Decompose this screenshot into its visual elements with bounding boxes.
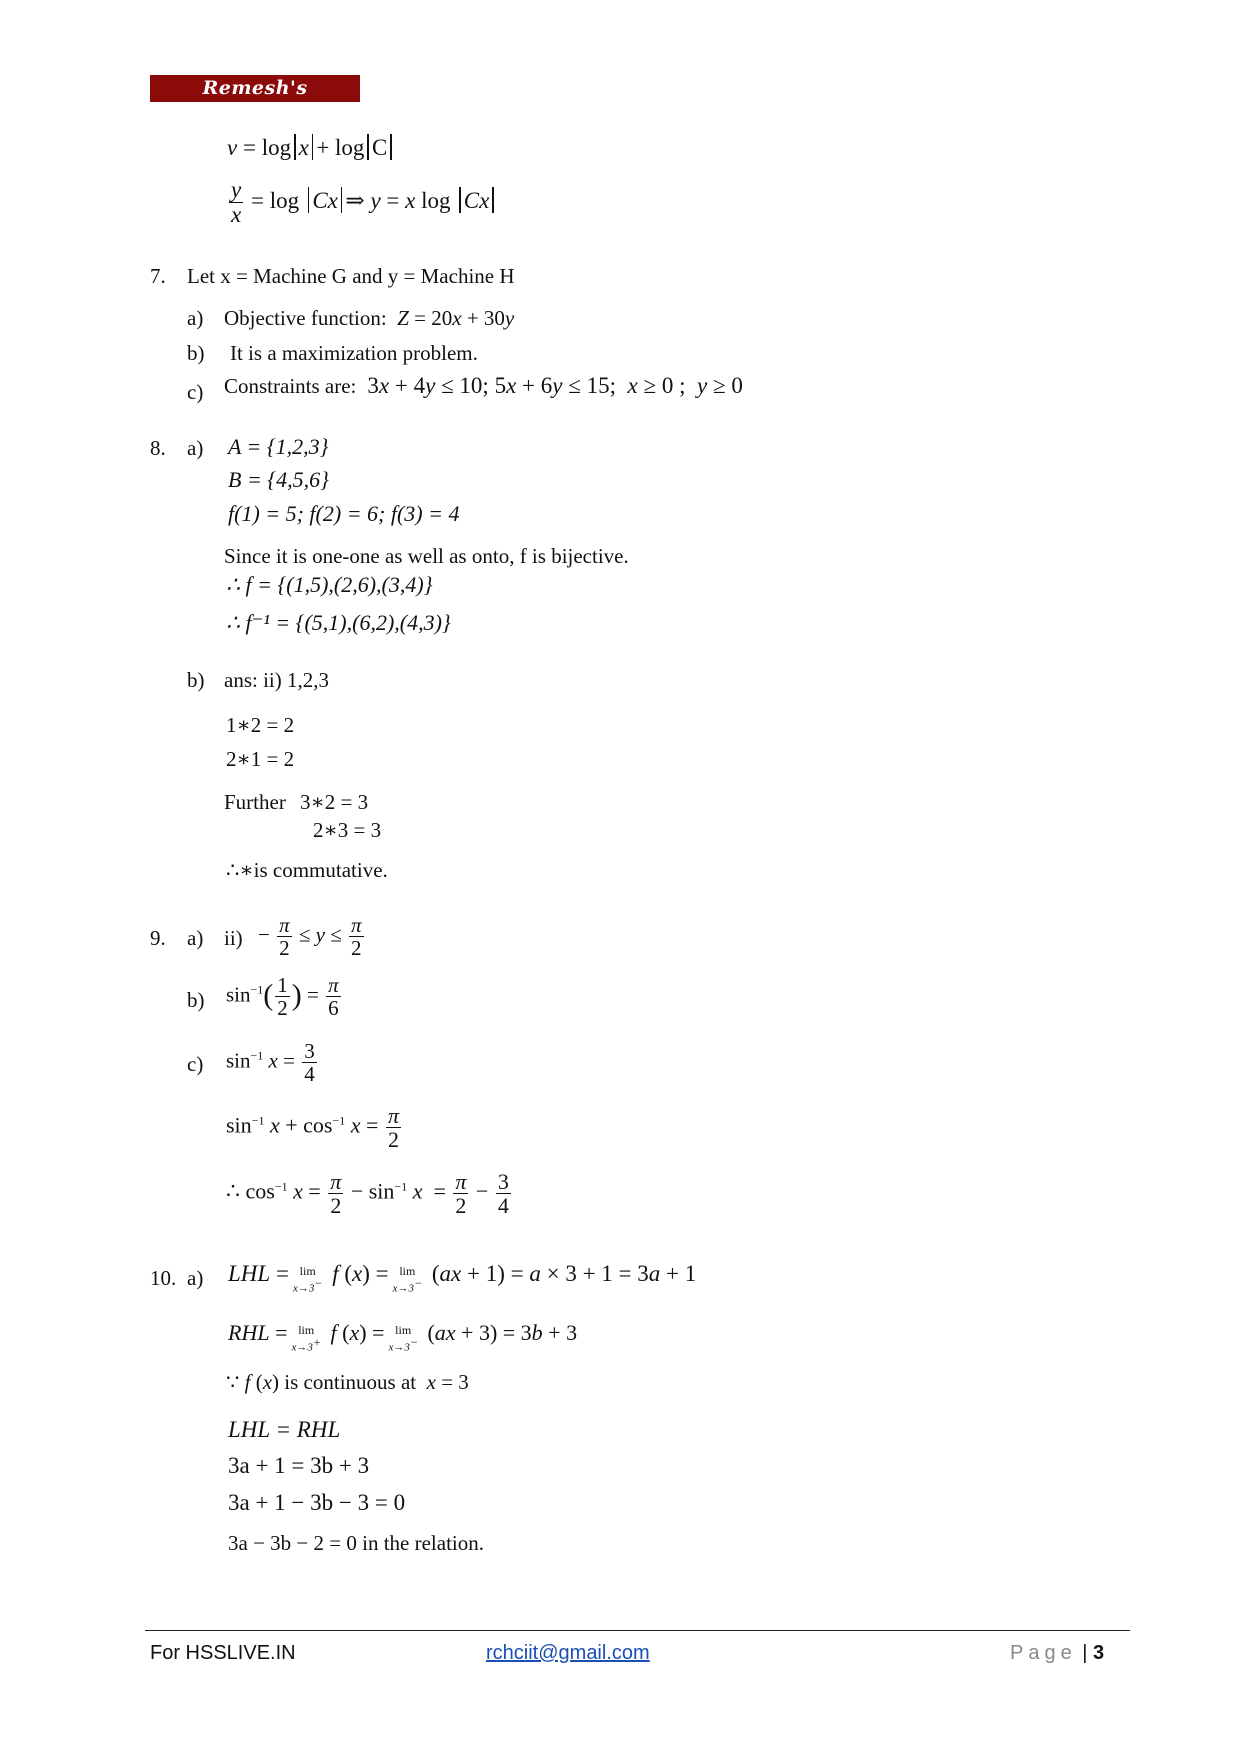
q8-since: Since it is one-one as well as onto, f is bijective. bbox=[224, 544, 629, 568]
q7a-label: a) bbox=[187, 306, 204, 330]
q9c-label: c) bbox=[187, 1052, 204, 1076]
q10-relation: in the relation. bbox=[362, 1531, 484, 1555]
q10-eq3-line bbox=[228, 1533, 484, 1554]
q10-continuous-text: is continuous at bbox=[284, 1370, 417, 1394]
footer-page bbox=[1010, 1643, 1104, 1663]
header-logo: Remesh's Mathematics bbox=[150, 75, 360, 102]
q8-conclusion: ∴∗is commutative. bbox=[226, 858, 388, 882]
footer-page-word: Page bbox=[1010, 1642, 1077, 1664]
q8-op2: 2∗1 = 2 bbox=[226, 747, 295, 771]
q10-lhl: LHL = lim x→3− f (x) = lim x→3− (ax + 1) = a × 3 + 1 = 3a + 1 bbox=[228, 1261, 697, 1295]
q7b-text: It is a maximization problem. bbox=[230, 341, 478, 365]
q7c-line bbox=[224, 374, 743, 397]
footer-divider bbox=[145, 1630, 1130, 1631]
q7a-text: Objective function: bbox=[224, 306, 387, 330]
q8-fvals: f(1) = 5; f(2) = 6; f(3) = 4 bbox=[228, 501, 460, 526]
q10-number: 10. bbox=[150, 1266, 177, 1290]
q9a-label: a) bbox=[187, 926, 204, 950]
q10-eq1: 3a + 1 = 3b + 3 bbox=[228, 1453, 370, 1478]
q7c-text: Constraints are: bbox=[224, 374, 357, 398]
q9c-expr: $\sin^{-1} x$ = $\frac{3}{4}$ bbox=[226, 1039, 315, 1087]
q8a-label: a) bbox=[187, 436, 204, 460]
footer-page-sep: | bbox=[1082, 1642, 1088, 1664]
footer-email-link[interactable]: rchciit@gmail.com bbox=[486, 1642, 650, 1664]
q10-rhl: RHL = lim x→3+ f (x) = lim x→3− (ax + 3) = 3b + 3 bbox=[228, 1320, 578, 1354]
q8-finv-set: ∴ f⁻¹ = {(5,1),(6,2),(4,3)} bbox=[226, 610, 451, 635]
q6-line1: v = log x + log C bbox=[227, 134, 395, 160]
footer-left: For HSSLIVE.IN bbox=[150, 1642, 296, 1664]
q9c-identity: $\sin^{-1} x + \cos^{-1} x$ = $\frac{\pi}{2}$ bbox=[226, 1103, 399, 1153]
q8b-label: b) bbox=[187, 668, 205, 692]
q7-number: 7. bbox=[150, 264, 166, 288]
q10-lhl-rhl: LHL = RHL bbox=[228, 1417, 341, 1442]
q8-op4: 2∗3 = 3 bbox=[313, 818, 382, 842]
q8-setB: B = {4,5,6} bbox=[228, 467, 329, 492]
q9a-range: − $\frac{\pi}{2}$ ≤ y ≤ $\frac{\pi}{2}$ bbox=[258, 913, 362, 961]
q6-line2: $\frac{y}{x}$ = log Cx ⇒ y = x log Cx bbox=[227, 178, 497, 227]
q9-number: 9. bbox=[150, 926, 166, 950]
q7a-objective: Z bbox=[391, 306, 409, 330]
q10-eq3: 3a − 3b − 2 = 0 bbox=[228, 1531, 357, 1555]
q7c-constraints: 3x + 4y ≤ 10; 5x + 6y ≤ 15; x ≥ 0 ; y ≥ 0 bbox=[361, 373, 743, 398]
q9c-result: ∴ $\cos^{-1} x$ = $\frac{\pi}{2}$ − $\sin^{-1} x$ = $\frac{\pi}{2}$ − $\frac{3}{4}$ bbox=[226, 1169, 509, 1219]
q9b-label: b) bbox=[187, 988, 205, 1012]
q8-op1: 1∗2 = 2 bbox=[226, 713, 295, 737]
q9a-ii: ii) bbox=[224, 926, 243, 950]
q8-op3: 3∗2 = 3 bbox=[300, 790, 369, 814]
q7-intro: Let x = Machine G and y = Machine H bbox=[187, 264, 515, 288]
q10-eq2: 3a + 1 − 3b − 3 = 0 bbox=[228, 1490, 406, 1515]
q7a-line: Objective function: Z = 20x + 30y bbox=[224, 306, 515, 330]
q10-continuity: ∵ f (x) is continuous at x = 3 bbox=[226, 1370, 469, 1394]
q8-further: Further bbox=[224, 790, 286, 814]
q9b-expr: $\sin^{-1}$( $\frac{1}{2}$ ) = $\frac{\pi}{6}$ bbox=[226, 973, 339, 1021]
q7b-label: b) bbox=[187, 341, 205, 365]
q10a-label: a) bbox=[187, 1266, 204, 1290]
q8b-answer: ans: ii) 1,2,3 bbox=[224, 668, 329, 692]
q8-f-set: ∴ f = {(1,5),(2,6),(3,4)} bbox=[226, 572, 433, 597]
q7c-label: c) bbox=[187, 380, 204, 404]
footer-page-num: 3 bbox=[1093, 1642, 1105, 1664]
q8-setA: A = {1,2,3} bbox=[228, 434, 329, 459]
q8-number: 8. bbox=[150, 436, 166, 460]
